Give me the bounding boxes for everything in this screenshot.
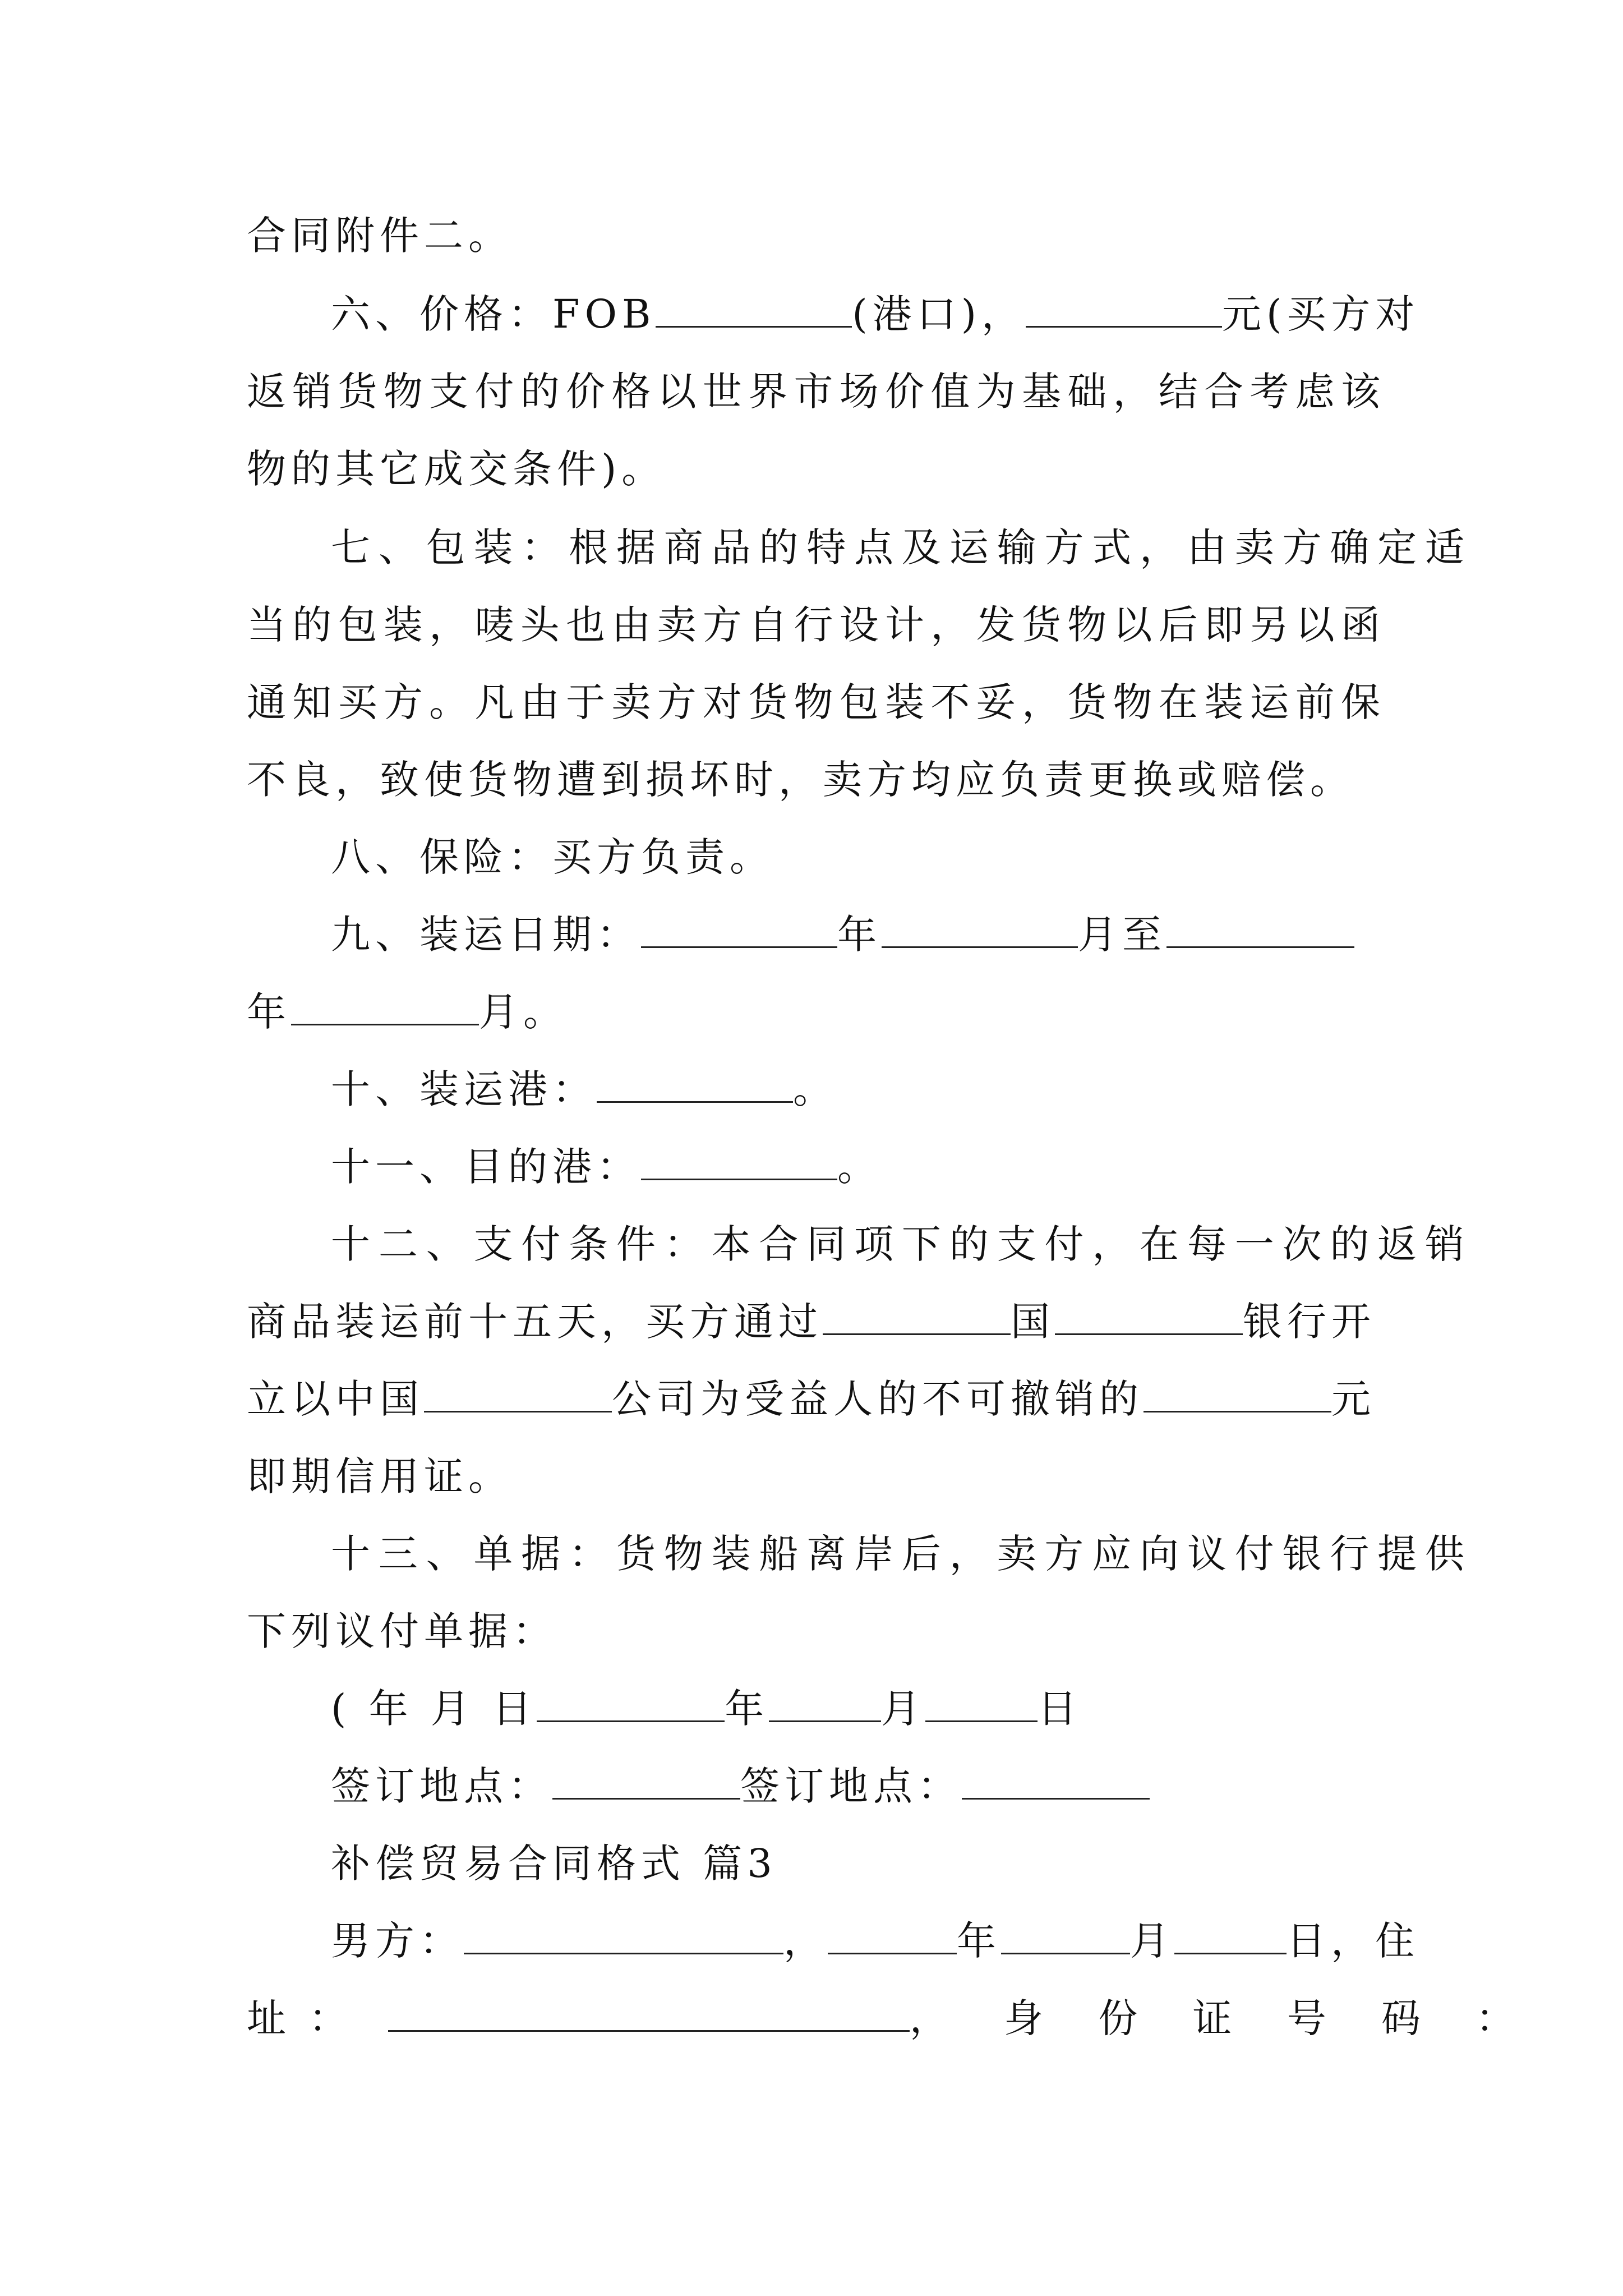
fill-blank — [1026, 287, 1222, 328]
fill-blank — [291, 984, 479, 1025]
party-line: 男方： ， 年 月 日，住 — [247, 1913, 1469, 1969]
fill-blank — [1001, 1913, 1130, 1954]
fill-blank — [388, 1991, 910, 2032]
text-line: 物的其它成交条件)。 — [247, 446, 666, 492]
fill-blank — [537, 1681, 725, 1722]
date-line: ( 年 月 日 年 月 日 — [247, 1681, 1469, 1737]
fill-blank — [656, 287, 852, 328]
loading-port-line: 十、装运港： 。 — [247, 1061, 1469, 1117]
packing-clause-line: 七、包装：根据商品的特点及运输方式，由卖方确定适 — [331, 524, 1469, 570]
signing-place-line: 签订地点： 签订地点： — [247, 1758, 1469, 1814]
fill-blank — [1144, 1372, 1331, 1412]
fill-blank — [641, 1139, 837, 1180]
fill-blank — [823, 1294, 1011, 1335]
text-line: 当的包装，唛头也由卖方自行设计，发货物以后即另以函 — [247, 602, 1385, 648]
fill-blank — [925, 1681, 1038, 1722]
fill-blank — [552, 1759, 740, 1800]
text-line: 立以中国 公司为受益人的不可撤销的 元 — [247, 1371, 1385, 1427]
address-line: 址 ： ， 身 份 证 号 码 ： — [247, 1990, 1385, 2046]
text-line: 通知买方。凡由于卖方对货物包装不妥，货物在装运前保 — [247, 679, 1385, 725]
payment-clause-line: 十二、支付条件：本合同项下的支付，在每一次的返销 — [331, 1221, 1469, 1267]
text-line: 合同附件二。 — [247, 213, 513, 259]
destination-port-line: 十一、目的港： 。 — [247, 1139, 1469, 1195]
price-clause-line: 六、价格：FOB (港口)， 元(买方对 — [247, 286, 1469, 342]
fill-blank — [641, 907, 837, 948]
text-line: 年 月。 — [247, 984, 1385, 1040]
documents-clause-line: 十三、单据：货物装船离岸后，卖方应向议付银行提供 — [331, 1531, 1469, 1577]
fill-blank — [1166, 907, 1354, 948]
text-line: 下列议付单据： — [247, 1608, 557, 1654]
fill-blank — [962, 1759, 1150, 1800]
text-line: 即期信用证。 — [247, 1453, 513, 1499]
fill-blank — [882, 907, 1078, 948]
fill-blank — [828, 1913, 957, 1954]
insurance-clause-line: 八、保险：买方负责。 — [331, 834, 774, 880]
text-line: 不良，致使货物遭到损坏时，卖方均应负责更换或赔偿。 — [247, 757, 1354, 803]
fill-blank — [464, 1913, 783, 1954]
text-line: 商品装运前十五天，买方通过 国 银行开 — [247, 1294, 1385, 1350]
fill-blank — [1055, 1294, 1243, 1335]
fill-blank — [769, 1681, 881, 1722]
fill-blank — [597, 1062, 793, 1103]
text-line: 返销货物支付的价格以世界市场价值为基础，结合考虑该 — [247, 369, 1385, 415]
section-heading: 补偿贸易合同格式 篇3 — [331, 1841, 777, 1887]
shipment-date-line: 九、装运日期： 年 月至 — [247, 907, 1469, 963]
fill-blank — [424, 1372, 612, 1412]
fill-blank — [1174, 1913, 1287, 1954]
